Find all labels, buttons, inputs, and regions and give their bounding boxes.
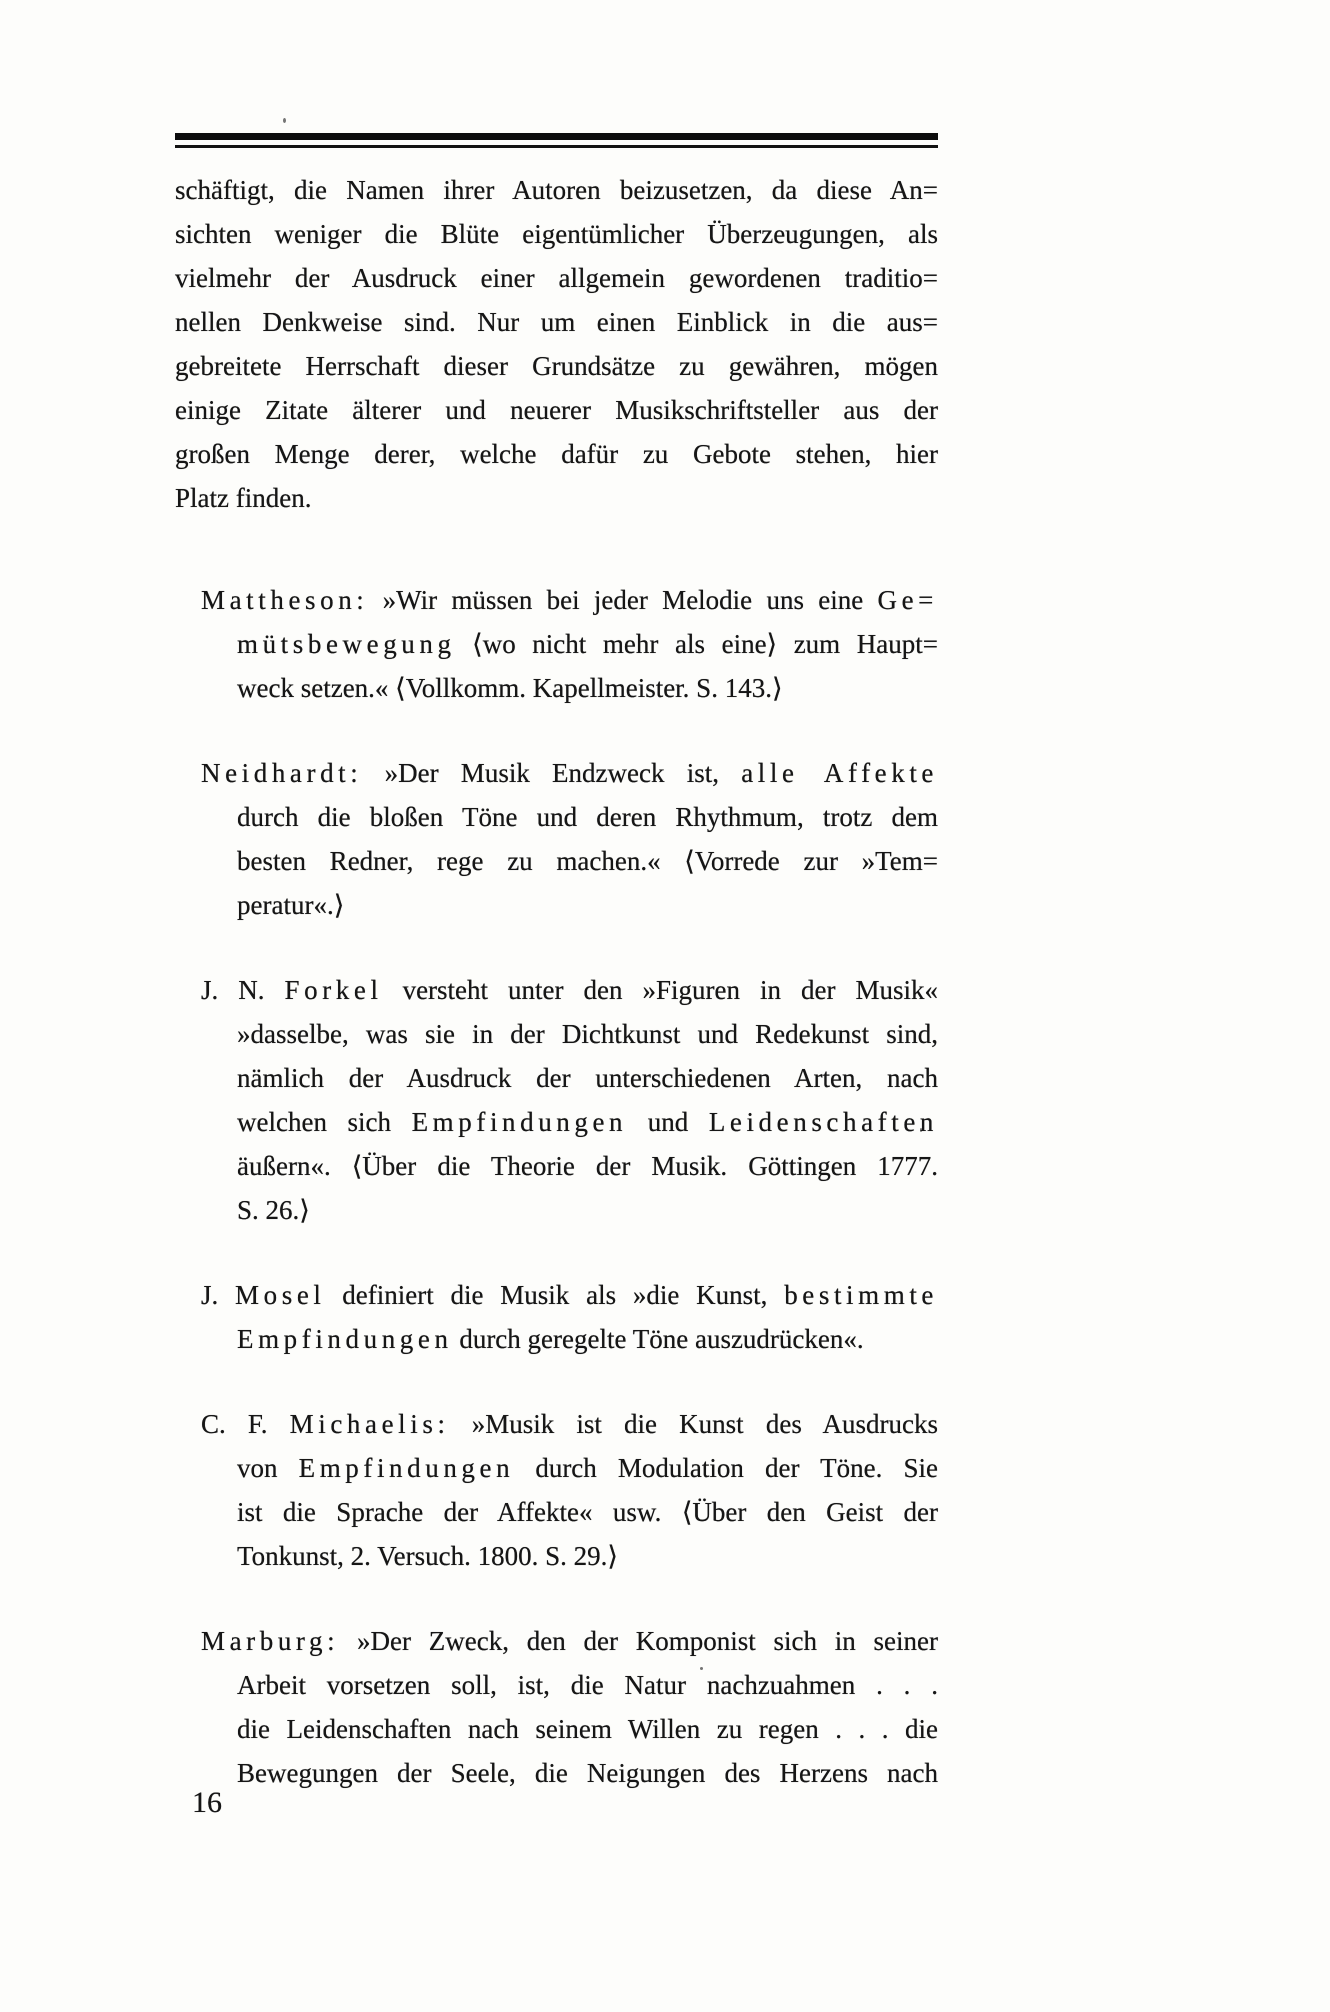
text-line (175, 1663, 938, 1707)
text-segment: »Musik ist die Kunst des Ausdrucks (449, 1409, 938, 1439)
text-segment: Tonkunst, 2. Versuch. 1800. S. 29.⟩ (237, 1541, 618, 1571)
text-line (175, 1751, 938, 1795)
text-line (175, 432, 938, 476)
text-segment: C. F. (201, 1409, 290, 1439)
text-line (175, 1056, 938, 1100)
text-segment: »Der Musik Endzweck ist, (362, 758, 742, 788)
text-line (175, 344, 938, 388)
text-segment: J. (201, 1280, 236, 1310)
text-segment: »dasselbe, was sie in der Dichtkunst und Redekunst sind, (237, 1019, 938, 1049)
text-segment: äußern«. ⟨Über die Theorie der Musik. Göttingen 1777. (237, 1151, 938, 1181)
emphasized-text: Neidhardt: (201, 758, 363, 788)
mattheson-quote (175, 578, 938, 710)
text-segment: die Leidenschaften nach seinem Willen zu regen . . . die (237, 1714, 938, 1744)
text-segment: definiert die Musik als »die Kunst, (325, 1280, 785, 1310)
text-segment: durch geregelte Töne auszudrücken«. (452, 1324, 864, 1354)
emphasized-text: Leidenschaften (708, 1107, 938, 1137)
ink-speck (283, 118, 286, 123)
page-number: 16 (192, 1786, 222, 1819)
text-line (175, 1490, 938, 1534)
text-line (175, 1446, 938, 1490)
text-line (175, 1012, 938, 1056)
text-segment: besten Redner, rege zu machen.« ⟨Vorrede zur »Tem= (237, 846, 938, 876)
text-segment: vielmehr der Ausdruck einer allgemein gewordenen traditio= (175, 263, 938, 293)
emphasized-text: Marburg: (201, 1626, 340, 1656)
forkel-quote (175, 968, 938, 1232)
text-segment: S. 26.⟩ (237, 1195, 310, 1225)
emphasized-text: Empfindungen (298, 1453, 515, 1483)
emphasized-text: mütsbewegung (237, 629, 456, 659)
text-line (175, 1188, 938, 1232)
text-segment: nellen Denkweise sind. Nur um einen Einblick in die aus= (175, 307, 938, 337)
text-segment: weck setzen.« ⟨Vollkomm. Kapellmeister. S. 143.⟩ (237, 673, 783, 703)
text-segment: Arbeit vorsetzen soll, ist, die Natur nachzuahmen . . . (237, 1670, 938, 1700)
text-segment: einige Zitate älterer und neuerer Musikschriftsteller aus der (175, 395, 938, 425)
text-segment: ist die Sprache der Affekte« usw. ⟨Über den Geist der (237, 1497, 938, 1527)
emphasized-text: Ge= (877, 585, 938, 615)
text-line (175, 212, 938, 256)
text-segment: und (627, 1107, 709, 1137)
page-top-rule (175, 133, 938, 148)
text-line (175, 1100, 938, 1144)
text-line (175, 1144, 938, 1188)
marburg-quote (175, 1619, 938, 1795)
text-segment: ⟨wo nicht mehr als eine⟩ zum Haupt= (455, 629, 938, 659)
text-line (175, 168, 938, 212)
text-segment: durch Modulation der Töne. Sie (514, 1453, 938, 1483)
text-line (175, 1402, 938, 1446)
text-line (175, 622, 938, 666)
text-line (175, 839, 938, 883)
opening-paragraph (175, 168, 938, 520)
text-segment: »Der Zweck, den der Komponist sich in seiner (339, 1626, 938, 1656)
text-line (175, 795, 938, 839)
michaelis-quote (175, 1402, 938, 1578)
emphasized-text: Forkel (284, 975, 383, 1005)
text-segment: nämlich der Ausdruck der unterschiedenen Arten, nach (237, 1063, 938, 1093)
text-segment: J. N. (201, 975, 285, 1005)
text-line (175, 1619, 938, 1663)
text-segment: von (237, 1453, 299, 1483)
text-segment: »Wir müssen bei jeder Melodie uns eine (368, 585, 878, 615)
text-segment: Platz finden. (175, 483, 312, 513)
text-line (175, 1534, 938, 1578)
text-column (175, 133, 938, 1795)
text-segment: versteht unter den »Figuren in der Musik« (382, 975, 938, 1005)
text-segment: durch die bloßen Töne und deren Rhythmum, trotz dem (237, 802, 938, 832)
text-line (175, 578, 938, 622)
text-segment: peratur«.⟩ (237, 890, 345, 920)
text-segment: sichten weniger die Blüte eigentümlicher Überzeugungen, als (175, 219, 938, 249)
text-segment: Bewegungen der Seele, die Neigungen des Herzens nach (237, 1758, 938, 1788)
text-line (175, 1707, 938, 1751)
emphasized-text: Michaelis: (289, 1409, 450, 1439)
text-line (175, 751, 938, 795)
text-line (175, 666, 938, 710)
neidhardt-quote (175, 751, 938, 927)
text-line (175, 388, 938, 432)
text-line (175, 256, 938, 300)
text-line (175, 968, 938, 1012)
emphasized-text: Mattheson: (201, 585, 369, 615)
text-segment: welchen sich (237, 1107, 412, 1137)
emphasized-text: Mosel (235, 1280, 326, 1310)
text-line (175, 1317, 938, 1361)
mosel-quote (175, 1273, 938, 1361)
text-line (175, 883, 938, 927)
emphasized-text: Empfindungen (411, 1107, 628, 1137)
text-segment: großen Menge derer, welche dafür zu Gebote stehen, hier (175, 439, 938, 469)
text-line (175, 300, 938, 344)
text-line (175, 476, 938, 520)
text-segment: schäftigt, die Namen ihrer Autoren beizusetzen, da diese An= (175, 175, 938, 205)
text-line (175, 1273, 938, 1317)
emphasized-text: bestimmte (784, 1280, 938, 1310)
emphasized-text: Empfindungen (237, 1324, 453, 1354)
emphasized-text: alle Affekte (741, 758, 938, 788)
text-segment: gebreitete Herrschaft dieser Grundsätze zu gewähren, mögen (175, 351, 938, 381)
